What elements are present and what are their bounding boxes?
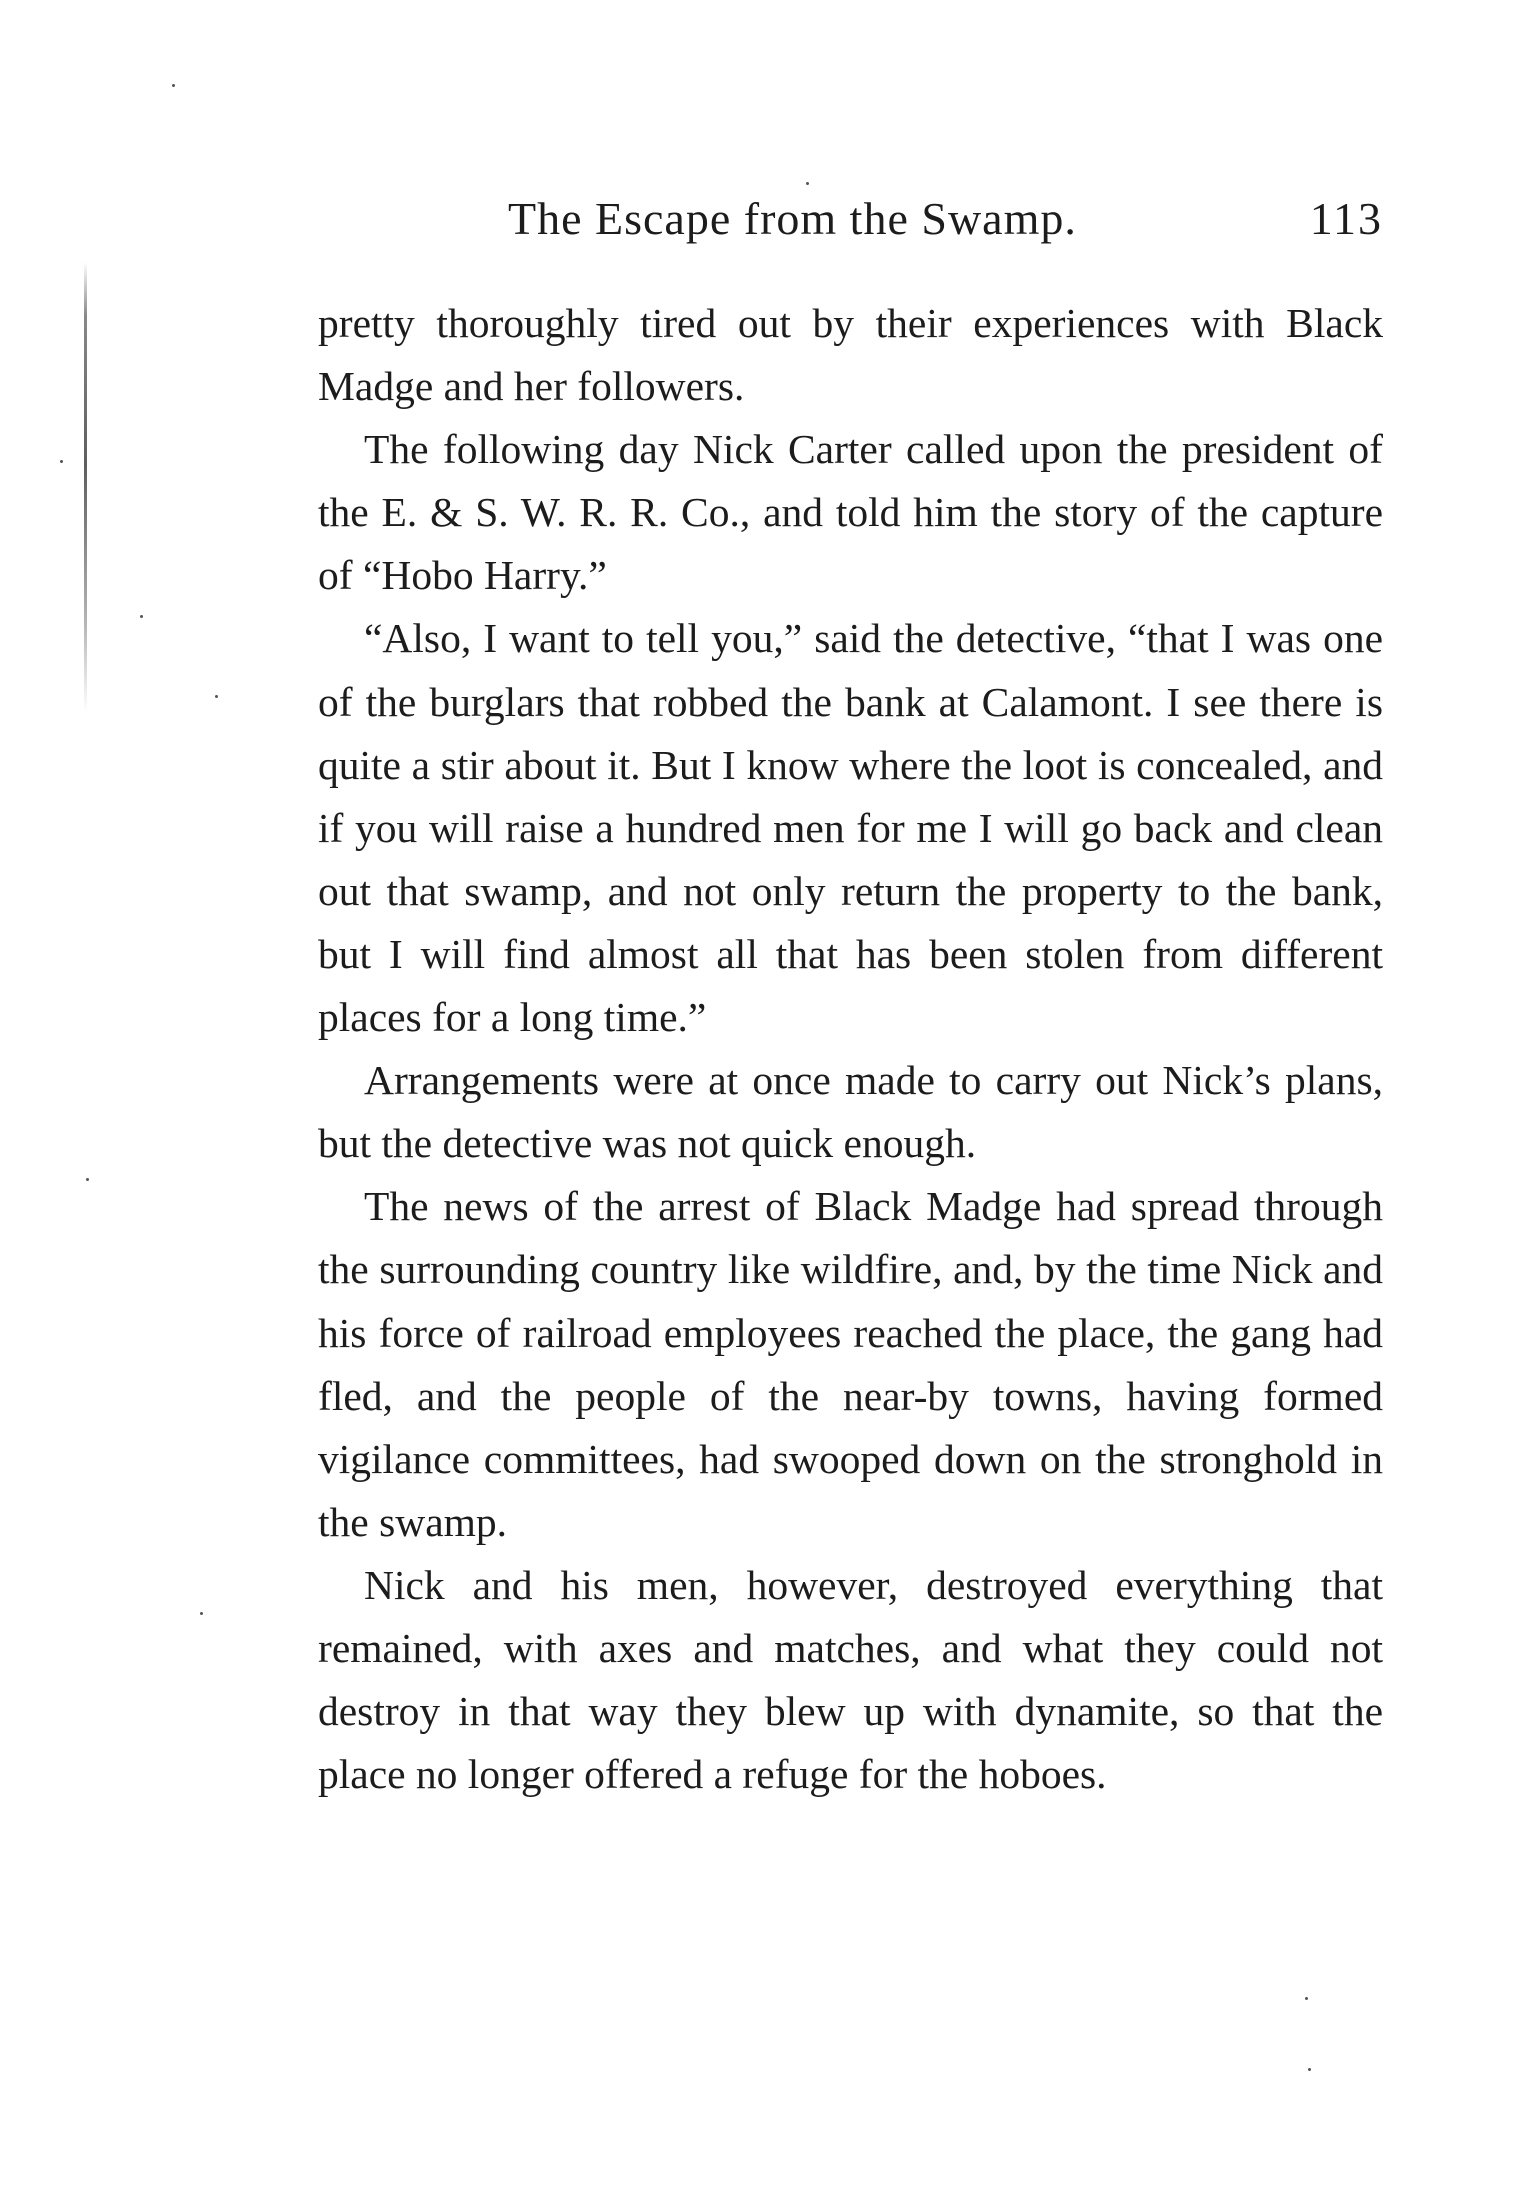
page-number: 113	[1309, 193, 1383, 244]
scan-speck	[172, 84, 175, 87]
running-title: The Escape from the Swamp.	[508, 193, 1077, 244]
scan-speck	[86, 1178, 89, 1181]
scan-speck	[60, 460, 63, 463]
paragraph-4: Arrangements were at once made to carry out Nick’s plans, but the detective was not quick enough.	[318, 1057, 1383, 1167]
paragraph-1: pretty thoroughly tired out by their experiences with Black Madge and her followers.	[318, 300, 1383, 410]
scan-speck	[200, 1612, 203, 1615]
scan-speck	[140, 615, 143, 618]
scan-speck	[806, 182, 809, 185]
body-text	[318, 292, 1383, 1806]
binding-shadow	[84, 262, 87, 712]
page-header	[318, 192, 1383, 262]
scan-speck	[215, 695, 218, 698]
scan-speck	[1305, 1997, 1308, 2000]
scan-speck	[1308, 2068, 1311, 2071]
paragraph-2: The following day Nick Carter called upon the president of the E. & S. W. R. R. Co., and told him the story of the capture of “Hobo Harry.”	[318, 426, 1383, 599]
paragraph-3: “Also, I want to tell you,” said the detective, “that I was one of the burglars that robbed the bank at Calamont. I see there is quite a stir about it. But I know where the loot is concealed, and if you will raise a hundred men for me I will go back and clean out that swamp, and not only return the property to the bank, but I will find almost all that has been stolen from different places for a long time.”	[318, 615, 1383, 1041]
paragraph-6: Nick and his men, however, destroyed everything that remained, with axes and matches, and what they could not destroy in that way they blew up with dynamite, so that the place no longer offered a refuge for the hoboes.	[318, 1561, 1383, 1798]
paragraph-5: The news of the arrest of Black Madge had spread through the surrounding country like wildfire, and, by the time Nick and his force of railroad employees reached the place, the gang had fled, and the people of the near-by towns, having formed vigilance committees, had swooped down on the stronghold in the swamp.	[318, 1183, 1383, 1545]
